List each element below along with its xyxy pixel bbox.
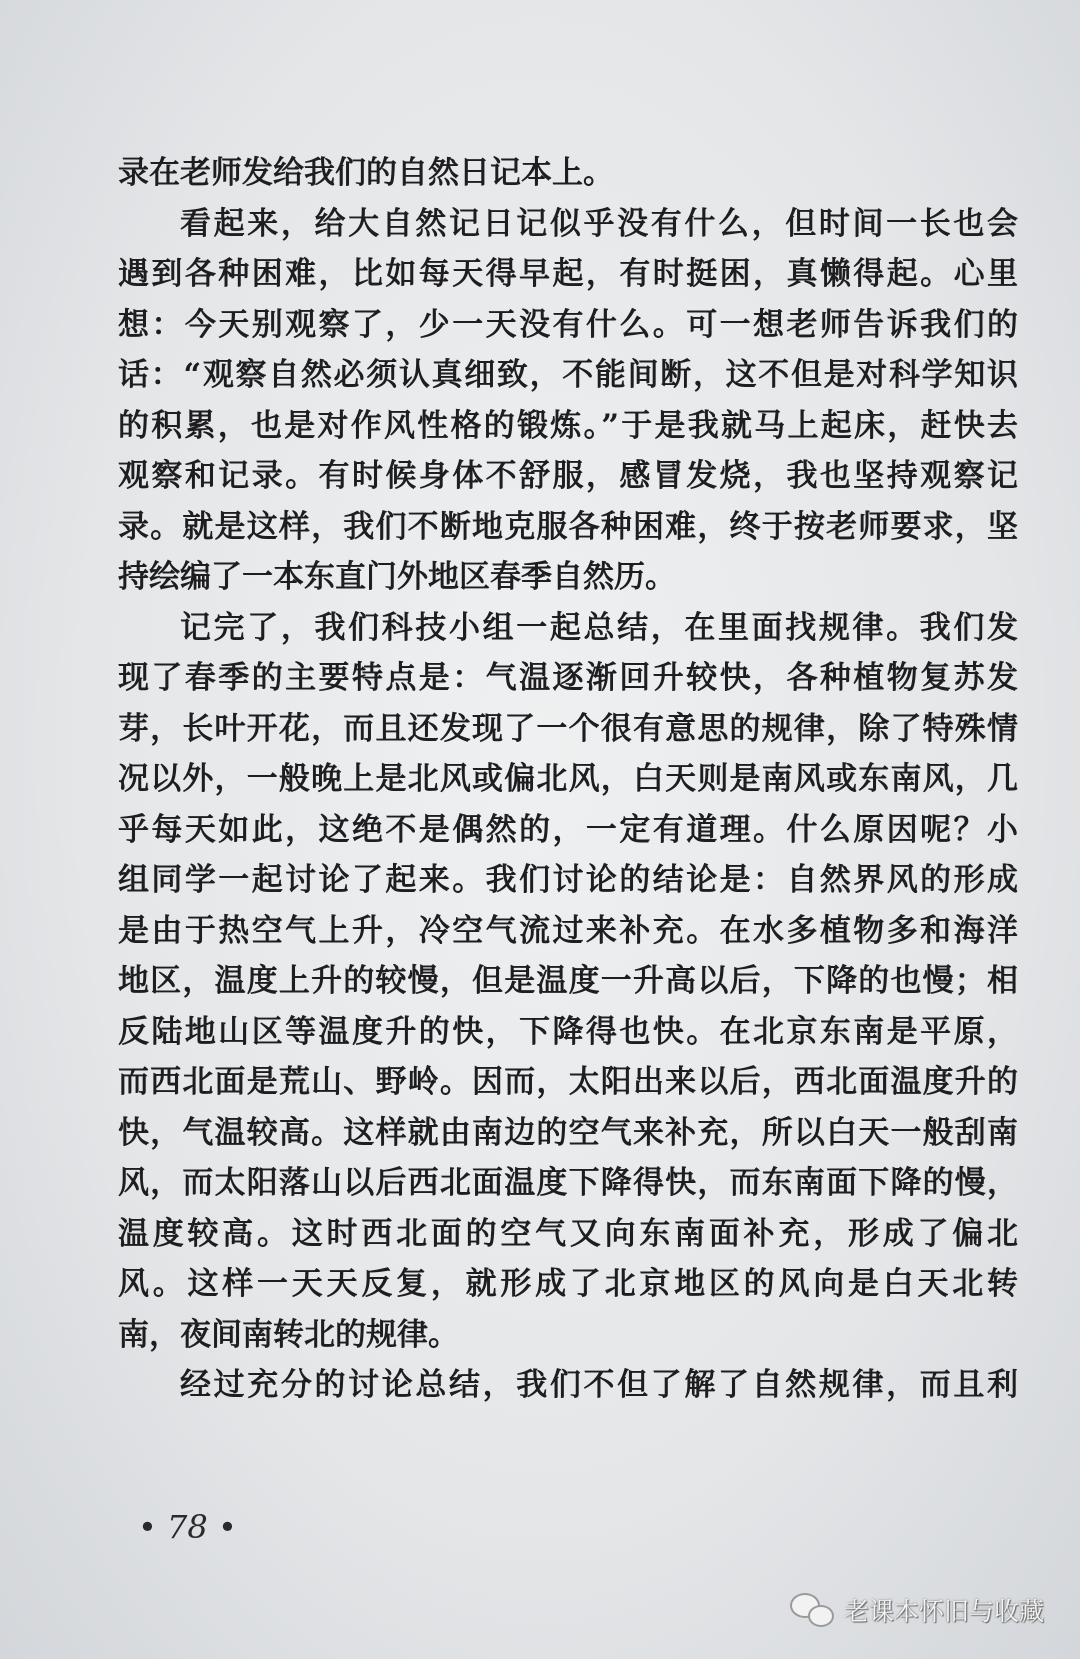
text-line: 经过充分的讨论总结，我们不但了解了自然规律，而且利 [180, 1367, 1018, 1403]
text-line: 地区，温度上升的较慢，但是温度一升高以后，下降的也慢；相 [118, 963, 1018, 999]
watermark-text: 老课本怀旧与收藏 [843, 1597, 1044, 1626]
text-line: 的积累，也是对作风性格的锻炼。”于是我就马上起床，赶快去 [118, 407, 1018, 444]
wechat-icon [790, 1593, 834, 1627]
text-line: 风，而太阳落山以后西北面温度下降得快，而东南面下降的慢， [118, 1165, 1018, 1201]
text-line: 观察和记录。有时候身体不舒服，感冒发烧，我也坚持观察记 [118, 458, 1018, 494]
body-text [118, 148, 1018, 1411]
text-line: 风。这样一天天反复，就形成了北京地区的风向是白天北转 [118, 1266, 1018, 1302]
text-line: 话：“观察自然必须认真细致，不能间断，这不但是对科学知识 [118, 357, 1019, 393]
text-line: 而西北面是荒山、野岭。因而，太阳出来以后，西北面温度升的 [118, 1064, 1018, 1100]
text-line: 况以外，一般晚上是北风或偏北风，白天则是南风或东南风，几 [118, 761, 1018, 797]
text-line: 记完了，我们科技小组一起总结，在里面找规律。我们发 [180, 609, 1018, 646]
text-line: 反陆地山区等温度升的快，下降得也快。在北京东南是平原， [118, 1013, 1018, 1050]
text-line: 温度较高。这时西北面的空气又向东南面补充，形成了偏北 [118, 1215, 1018, 1252]
text-line: 录。就是这样，我们不断地克服各种困难，终于按老师要求，坚 [118, 508, 1018, 545]
watermark [790, 1592, 1044, 1628]
text-line: 乎每天如此，这绝不是偶然的，一定有道理。什么原因呢？小 [118, 811, 1018, 848]
text-line: 芽，长叶开花，而且还发现了一个很有意思的规律，除了特殊情 [118, 710, 1018, 747]
text-line: 想：今天别观察了，少一天没有什么。可一想老师告诉我们的 [118, 306, 1018, 343]
page-number: • 78 • [138, 1508, 237, 1546]
text-line: 录在老师发给我们的自然日记本上。 [118, 155, 614, 191]
text-line: 现了春季的主要特点是：气温逐渐回升较快，各种植物复苏发 [118, 660, 1018, 696]
text-line: 看起来，给大自然记日记似乎没有什么，但时间一长也会 [180, 205, 1018, 242]
text-line: 组同学一起讨论了起来。我们讨论的结论是：自然界风的形成 [118, 862, 1018, 898]
text-line: 是由于热空气上升，冷空气流过来补充。在水多植物多和海洋 [118, 912, 1018, 949]
text-line: 持绘编了一本东直门外地区春季自然历。 [118, 559, 676, 595]
text-line: 快，气温较高。这样就由南边的空气来补充，所以白天一般刮南 [118, 1114, 1018, 1151]
text-line: 遇到各种困难，比如每天得早起，有时挺困，真懒得起。心里 [118, 256, 1018, 292]
text-line: 南，夜间南转北的规律。 [118, 1316, 459, 1353]
